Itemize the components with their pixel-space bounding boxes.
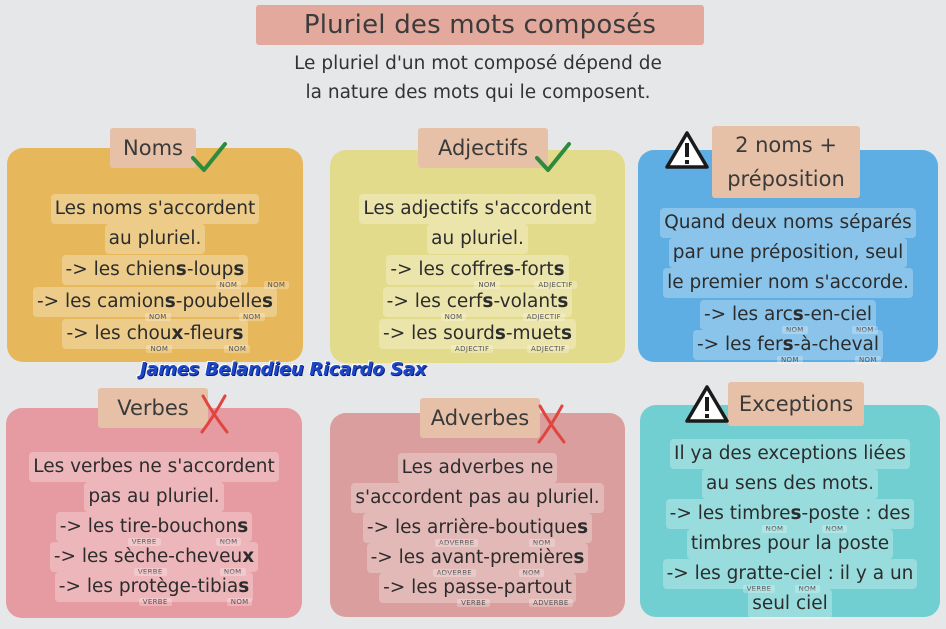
card-label-noms-preposition: [712, 126, 860, 198]
word-type-tag: VERBE: [128, 538, 161, 546]
word-type-tag: ADVERBE: [529, 599, 572, 607]
word-type-tag: ADJECTIF: [527, 345, 569, 353]
card-label-verbes: Verbes: [98, 388, 208, 428]
example-item: -> les fers-à-cheval NOM NOM: [693, 330, 883, 360]
page-subtitle: [262, 49, 694, 107]
card-verbes: [6, 408, 302, 618]
rule-text: s'accordent pas au pluriel.: [351, 483, 603, 513]
rule-text: au sens des mots.: [702, 469, 878, 499]
word-type-tag: NOM: [529, 539, 555, 547]
word-type-tag: NOM: [777, 356, 803, 364]
rule-text: Les adverbes ne: [398, 453, 558, 483]
word-type-tag: VERBE: [743, 585, 776, 593]
example-item: -> les camions-poubelles NOM NOM: [33, 287, 277, 317]
card-exceptions: [640, 405, 940, 617]
example-item: -> les chiens-loups NOM NOM: [62, 255, 249, 285]
check-icon: [190, 140, 228, 176]
rule-text: au pluriel.: [427, 224, 528, 254]
example-item: -> les avant-premières ADVERBE NOM: [367, 543, 589, 573]
label-line: préposition: [727, 167, 845, 191]
word-type-tag: VERBE: [134, 568, 167, 576]
check-icon: [534, 140, 572, 176]
example-item: -> les coffres-forts NOM ADJECTIF: [386, 255, 568, 285]
word-type-tag: NOM: [852, 326, 878, 334]
page-title: Pluriel des mots composés: [256, 5, 704, 45]
word-type-tag: NOM: [855, 356, 881, 364]
example-item: timbres pour la poste: [687, 529, 893, 559]
example-item: -> les arrière-boutiques ADVERBE NOM: [363, 513, 592, 543]
card-label-exceptions: Exceptions: [728, 382, 864, 426]
example-item: -> les sèche-cheveux VERBE NOM: [50, 542, 258, 572]
subtitle-line: la nature des mots qui le composent.: [305, 82, 651, 103]
author-watermark: James Belandieu Ricardo Sax: [140, 359, 427, 380]
subtitle-line: Le pluriel d'un mot composé dépend de: [294, 53, 662, 74]
warning-icon: [664, 130, 710, 170]
card-adjectifs: [330, 150, 625, 363]
word-type-tag: NOM: [441, 313, 467, 321]
rule-text: Quand deux noms séparés: [660, 208, 916, 238]
word-type-tag: VERBE: [457, 599, 490, 607]
word-type-tag: ADJECTIF: [451, 345, 493, 353]
word-type-tag: NOM: [519, 569, 545, 577]
warning-icon: [684, 384, 730, 424]
word-type-tag: NOM: [264, 281, 290, 289]
example-item: -> les sourds-muets ADJECTIF ADJECTIF: [379, 319, 576, 349]
rule-text: Les noms s'accordent: [51, 194, 260, 224]
example-item: -> les tire-bouchons VERBE NOM: [56, 512, 253, 542]
rule-text: Les adjectifs s'accordent: [359, 194, 595, 224]
cross-icon: [197, 392, 231, 436]
word-type-tag: NOM: [822, 525, 848, 533]
word-type-tag: ADVERBE: [433, 569, 476, 577]
word-type-tag: NOM: [227, 598, 253, 606]
word-type-tag: NOM: [762, 525, 788, 533]
rule-text: pas au pluriel.: [84, 482, 223, 512]
rule-text: Il ya des exceptions liées: [670, 439, 910, 469]
word-type-tag: NOM: [224, 345, 250, 353]
word-type-tag: NOM: [216, 538, 242, 546]
example-item: -> les protège-tibias VERBE NOM: [55, 572, 253, 602]
card-noms: [7, 148, 303, 362]
word-type-tag: NOM: [145, 313, 171, 321]
rule-text: le premier nom s'accorde.: [663, 268, 913, 298]
word-type-tag: NOM: [216, 281, 242, 289]
word-type-tag: VERBE: [139, 598, 172, 606]
word-type-tag: NOM: [239, 313, 265, 321]
rule-text: par une préposition, seul: [669, 238, 908, 268]
example-item: -> les cerfs-volants NOM ADJECTIF: [383, 287, 573, 317]
word-type-tag: NOM: [146, 345, 172, 353]
example-item: seul ciel: [748, 589, 832, 619]
label-line: 2 noms +: [735, 133, 837, 157]
cross-icon: [534, 402, 568, 446]
word-type-tag: NOM: [782, 326, 808, 334]
example-item: -> les choux-fleurs NOM NOM: [62, 319, 247, 349]
rule-text: au pluriel.: [105, 224, 206, 254]
card-label-adverbes: Adverbes: [420, 398, 540, 438]
word-type-tag: ADJECTIF: [534, 281, 576, 289]
card-label-adjectifs: Adjectifs: [418, 128, 548, 168]
example-item: -> les gratte-ciel : il y a un VERBE NOM: [663, 559, 918, 589]
word-type-tag: NOM: [474, 281, 500, 289]
example-item: -> les timbres-poste : des NOM NOM: [666, 499, 915, 529]
word-type-tag: NOM: [220, 568, 246, 576]
card-label-noms: Noms: [110, 128, 196, 168]
example-item: -> les arcs-en-ciel NOM NOM: [700, 300, 876, 330]
example-item: -> les passe-partout VERBE ADVERBE: [379, 573, 576, 603]
word-type-tag: ADVERBE: [435, 539, 478, 547]
card-adverbes: [330, 413, 625, 617]
word-type-tag: NOM: [795, 585, 821, 593]
word-type-tag: ADJECTIF: [523, 313, 565, 321]
rule-text: Les verbes ne s'accordent: [29, 452, 279, 482]
